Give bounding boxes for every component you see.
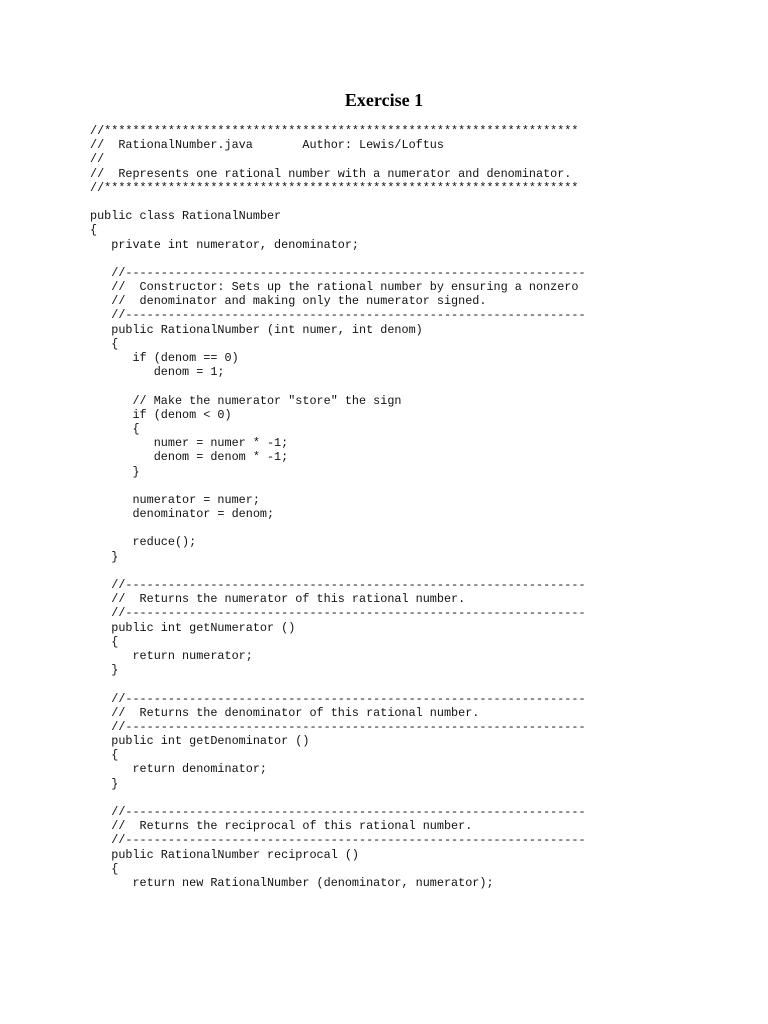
- code-line: return denominator;: [90, 762, 267, 777]
- code-line: {: [90, 634, 119, 649]
- code-line: // Make the numerator "store" the sign: [90, 393, 402, 408]
- page-title: Exercise 1: [344, 90, 424, 110]
- code-line: //*******************************************************************: [90, 124, 579, 138]
- code-line: [90, 379, 586, 393]
- code-line: //*******************************************************************: [90, 180, 579, 195]
- code-line: return new RationalNumber (denominator, numerator);: [90, 875, 494, 890]
- code-line: [90, 252, 586, 266]
- code-line: if (denom == 0): [90, 351, 239, 365]
- code-line: // denominator and making only the numerator signed.: [90, 294, 487, 309]
- code-line: reduce();: [90, 535, 197, 550]
- code-line: {: [90, 748, 119, 763]
- code-line: }: [90, 776, 119, 791]
- code-line: numer = numer * -1;: [90, 436, 289, 451]
- code-line: {: [90, 223, 98, 238]
- code-line: {: [90, 861, 119, 876]
- code-line: //-----------------------------------------------------------------: [90, 805, 586, 819]
- code-line: {: [90, 336, 119, 351]
- code-line: numerator = numer;: [90, 492, 260, 507]
- code-line: public class RationalNumber: [90, 209, 282, 224]
- code-listing: [90, 124, 586, 890]
- code-line: denom = denom * -1;: [90, 450, 289, 465]
- code-line: public int getNumerator (): [90, 620, 296, 635]
- code-line: public int getDenominator (): [90, 734, 310, 749]
- code-line: public RationalNumber (int numer, int denom): [90, 322, 423, 337]
- code-line: }: [90, 549, 119, 564]
- code-line: }: [90, 663, 119, 678]
- code-line: //-----------------------------------------------------------------: [90, 265, 586, 280]
- code-line: [90, 479, 586, 493]
- code-line: [90, 791, 586, 805]
- code-line: //-----------------------------------------------------------------: [90, 691, 586, 706]
- code-line: return numerator;: [90, 648, 253, 663]
- code-line: // Represents one rational number with a numerator and denominator.: [90, 166, 572, 181]
- code-line: // Returns the denominator of this rational number.: [90, 705, 480, 720]
- code-line: // Returns the reciprocal of this rational number.: [90, 819, 473, 834]
- code-line: //-----------------------------------------------------------------: [90, 578, 586, 592]
- code-line: //-----------------------------------------------------------------: [90, 606, 586, 621]
- code-line: // RationalNumber.java Author: Lewis/Loftus: [90, 138, 444, 153]
- code-line: //-----------------------------------------------------------------: [90, 308, 586, 323]
- code-line: {: [90, 421, 140, 436]
- code-line: }: [90, 464, 140, 479]
- code-line: // Returns the numerator of this rational number.: [90, 592, 466, 607]
- code-line: denominator = denom;: [90, 507, 275, 522]
- code-line: public RationalNumber reciprocal (): [90, 847, 360, 862]
- code-line: //-----------------------------------------------------------------: [90, 833, 586, 848]
- code-line: private int numerator, denominator;: [90, 237, 360, 252]
- code-line: [90, 677, 586, 691]
- code-line: [90, 195, 586, 209]
- code-line: [90, 521, 586, 535]
- code-line: //: [90, 152, 105, 167]
- code-line: //-----------------------------------------------------------------: [90, 719, 586, 734]
- code-line: // Constructor: Sets up the rational number by ensuring a nonzero: [90, 280, 579, 295]
- code-line: [90, 564, 586, 578]
- code-line: if (denom < 0): [90, 407, 232, 422]
- code-line: denom = 1;: [90, 365, 225, 380]
